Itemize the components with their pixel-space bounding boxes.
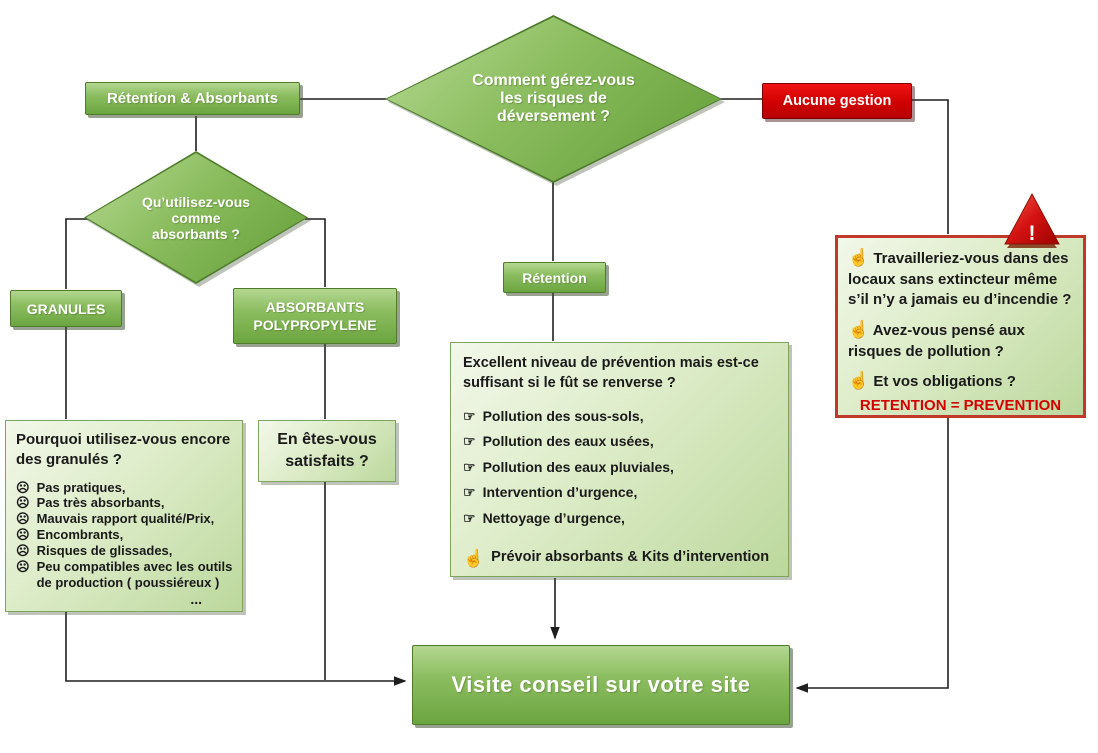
pointing-up-icon: ☝ (848, 320, 870, 340)
node-main-question-diamond (385, 15, 722, 183)
sad-face-icon: ☹ (16, 558, 30, 574)
node-absorbants-question-diamond (84, 151, 308, 284)
sad-face-icon: ☹ (16, 542, 30, 558)
sad-face-icon: ☹ (16, 495, 30, 511)
list-item-text: Peu compatibles avec les outils de production ( poussiéreux ) (36, 558, 233, 590)
list-item-text: Intervention d’urgence, (482, 484, 638, 501)
node-main-question-label: Comment gérez-vous les risques de déversement ? (472, 72, 635, 125)
list-item-text: Encombrants, (36, 527, 124, 543)
list-item-text: Pas pratiques, (36, 479, 126, 495)
pointing-right-icon: ☞ (463, 509, 476, 526)
list-item-text: Pollution des eaux usées, (482, 433, 654, 450)
list-item (16, 543, 234, 559)
node-retention (503, 262, 606, 293)
node-absorbants-polypropylene-label: ABSORBANTS POLYPROPYLENE (253, 298, 377, 333)
pointing-right-icon: ☞ (463, 484, 476, 501)
list-item-text: Pas très absorbants, (36, 495, 165, 511)
pourquoi-granules-list (16, 480, 234, 608)
list-item (463, 408, 776, 426)
list-item (463, 433, 776, 451)
sad-face-icon: ☹ (16, 479, 30, 495)
node-granules (10, 290, 122, 327)
node-visite-conseil-label: Visite conseil sur votre site (451, 672, 751, 697)
node-visite-conseil (412, 645, 790, 725)
node-retention-absorbants (85, 82, 300, 115)
node-satisfaits (258, 420, 396, 482)
warning-paragraph (848, 246, 1073, 311)
pointing-up-icon: ☝ (463, 549, 485, 569)
connector-warning-box-to-visite (797, 417, 948, 688)
prevention-footer-row (463, 549, 776, 569)
pointing-up-icon: ☝ (848, 248, 870, 267)
sad-face-icon: ☹ (16, 527, 30, 543)
node-satisfaits-label: En êtes-vous satisfaits ? (277, 431, 377, 470)
node-no-management-warning (835, 235, 1086, 418)
node-prevention-box (450, 342, 789, 577)
node-granules-label: GRANULES (26, 300, 106, 317)
node-absorbants-polypropylene (233, 288, 397, 344)
sad-face-icon: ☹ (16, 511, 30, 527)
warning-exclamation-mark: ! (1028, 222, 1036, 245)
list-item-text: Risques de glissades, (36, 542, 173, 558)
warning-triangle-svg (1002, 192, 1062, 249)
list-item-text: Nettoyage d’urgence, (482, 509, 625, 526)
list-item (16, 559, 234, 591)
list-item (463, 484, 776, 502)
node-retention-label: Rétention (522, 269, 587, 286)
pourquoi-granules-title: Pourquoi utilisez-vous encore des granulés ? (16, 431, 231, 469)
warning-text: Travailleriez-vous dans des locaux sans extincteur même s’il n’y a jamais eu d’incendie ? (848, 250, 1072, 309)
connector-aucune-gestion-to-warning-box (912, 100, 948, 234)
list-item-text: Pollution des sous-sols, (482, 407, 644, 424)
warning-paragraph (848, 369, 1073, 393)
node-aucune-gestion-label: Aucune gestion (782, 93, 892, 109)
list-item (16, 527, 234, 543)
warning-triangle-icon (1002, 192, 1062, 249)
pointing-right-icon: ☞ (463, 407, 476, 424)
list-item (16, 495, 234, 511)
warning-highlight: RETENTION = PREVENTION (859, 397, 1062, 415)
connector-pourquoi-to-visite (66, 612, 405, 681)
list-item-text: Mauvais rapport qualité/Prix, (36, 511, 215, 527)
pointing-up-icon: ☝ (848, 371, 870, 391)
absorbants-question-text-area (84, 151, 308, 284)
list-item (463, 510, 776, 528)
warning-text: Et vos obligations ? (873, 373, 1016, 391)
warning-paragraph (848, 318, 1073, 362)
pointing-right-icon: ☞ (463, 433, 476, 450)
node-pourquoi-granules (5, 420, 243, 612)
connector-absorbants-diamond-to-polypropylene (305, 219, 325, 287)
pourquoi-granules-ellipsis: ... (190, 590, 202, 607)
prevention-footer-text: Prévoir absorbants & Kits d’intervention (491, 549, 770, 566)
prevention-title: Excellent niveau de prévention mais est-ce suffisant si le fût se renverse ? (463, 355, 759, 392)
node-retention-absorbants-label: Rétention & Absorbants (106, 90, 279, 107)
list-item (16, 480, 234, 496)
node-aucune-gestion (762, 83, 912, 119)
warning-text: Avez-vous pensé aux risques de pollution ? (848, 322, 1025, 360)
main-question-text-area (385, 15, 722, 183)
list-item (463, 459, 776, 477)
list-item-text: Pollution des eaux pluviales, (482, 458, 674, 475)
list-item (16, 511, 234, 527)
pointing-right-icon: ☞ (463, 458, 476, 475)
node-absorbants-question-label: Qu’utilisez-vous comme absorbants ? (141, 193, 251, 242)
prevention-list (463, 408, 776, 528)
